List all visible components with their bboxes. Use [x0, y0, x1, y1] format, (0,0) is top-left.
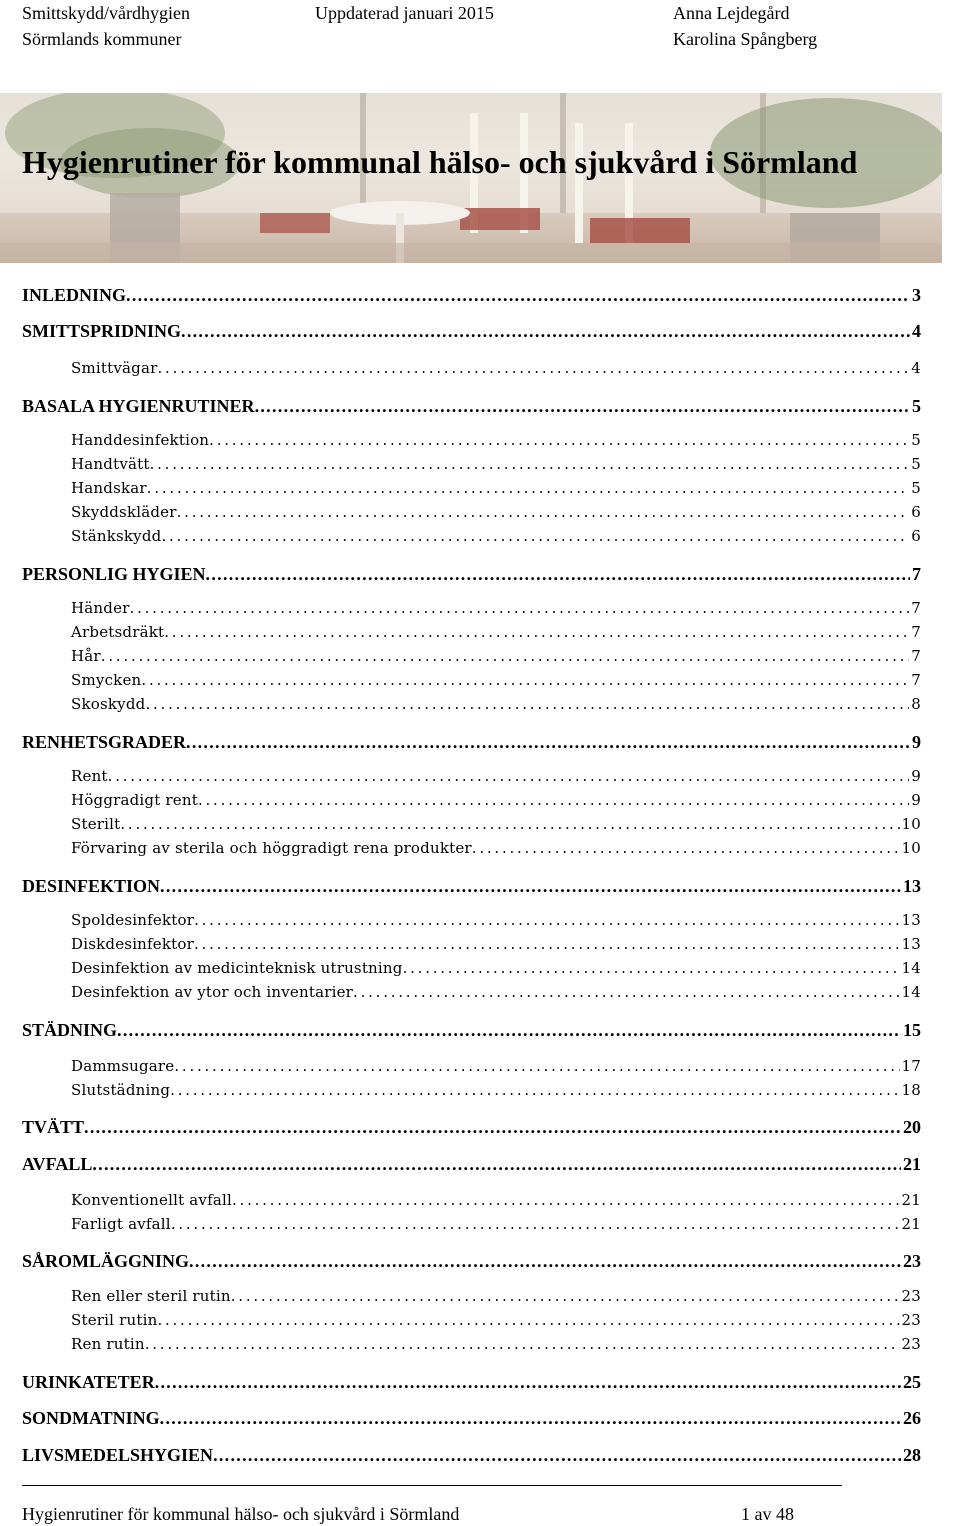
- toc-entry-page: 9: [911, 791, 921, 809]
- toc-section-entry[interactable]: [22, 320, 921, 342]
- toc-entry-page: 10: [901, 839, 921, 857]
- toc-dot-leader: [231, 1286, 900, 1306]
- toc-entry-title: AVFALL: [22, 1154, 93, 1174]
- toc-dot-leader: [171, 1214, 900, 1234]
- footer-divider: [22, 1485, 842, 1486]
- toc-entry-title: Skyddskläder: [71, 503, 177, 521]
- toc-entry-page: 21: [901, 1191, 921, 1209]
- toc-dot-leader: [209, 430, 909, 450]
- toc-entry-page: 5: [912, 396, 921, 416]
- toc-subsection-entry[interactable]: [71, 670, 921, 690]
- toc-entry-page: 14: [901, 959, 921, 977]
- toc-dot-leader: [186, 731, 910, 753]
- toc-entry-page: 5: [911, 455, 921, 473]
- document-title: Hygienrutiner för kommunal hälso- och sjukvård i Sörmland: [22, 144, 858, 180]
- toc-entry-title: Stänkskydd: [71, 527, 162, 545]
- toc-dot-leader: [170, 1080, 899, 1100]
- toc-section-entry[interactable]: [22, 1407, 921, 1429]
- toc-entry-title: Handskar: [71, 479, 147, 497]
- toc-entry-title: Spoldesinfektor: [71, 911, 195, 929]
- toc-dot-leader: [161, 526, 909, 546]
- toc-entry-page: 21: [903, 1154, 921, 1174]
- toc-dot-leader: [126, 284, 910, 306]
- toc-entry-title: Hår: [71, 647, 101, 665]
- toc-subsection-entry[interactable]: [71, 1190, 921, 1210]
- toc-dot-leader: [206, 563, 910, 585]
- toc-entry-page: 14: [901, 983, 921, 1001]
- toc-dot-leader: [147, 478, 909, 498]
- toc-dot-leader: [164, 622, 909, 642]
- toc-entry-title: SMITTSPRIDNING: [22, 321, 182, 341]
- toc-subsection-entry[interactable]: [71, 1214, 921, 1234]
- toc-dot-leader: [92, 1153, 901, 1175]
- toc-subsection-entry[interactable]: [71, 454, 921, 474]
- toc-dot-leader: [194, 934, 900, 954]
- toc-entry-title: Slutstädning: [71, 1081, 171, 1099]
- toc-entry-title: PERSONLIG HYGIEN: [22, 564, 206, 584]
- toc-entry-title: RENHETSGRADER: [22, 732, 187, 752]
- toc-subsection-entry[interactable]: [71, 1080, 921, 1100]
- toc-entry-page: 23: [903, 1251, 921, 1271]
- toc-section-entry[interactable]: [22, 1116, 921, 1138]
- toc-entry-title: Diskdesinfektor: [71, 935, 194, 953]
- toc-dot-leader: [157, 1310, 899, 1330]
- toc-section-entry[interactable]: [22, 1019, 921, 1041]
- toc-entry-page: 26: [903, 1408, 921, 1428]
- toc-entry-page: 23: [901, 1287, 921, 1305]
- toc-entry-title: Steril rutin: [71, 1311, 158, 1329]
- toc-dot-leader: [181, 320, 910, 342]
- toc-subsection-entry[interactable]: [71, 1310, 921, 1330]
- toc-subsection-entry[interactable]: [71, 358, 921, 378]
- toc-entry-title: Sterilt: [71, 815, 121, 833]
- toc-subsection-entry[interactable]: [71, 934, 921, 954]
- toc-section-entry[interactable]: [22, 284, 921, 306]
- toc-entry-page: 5: [911, 431, 921, 449]
- toc-entry-page: 17: [901, 1057, 921, 1075]
- toc-entry-page: 25: [903, 1372, 921, 1392]
- toc-entry-title: Handdesinfektion: [71, 431, 210, 449]
- toc-entry-page: 3: [912, 285, 921, 305]
- toc-entry-page: 20: [903, 1117, 921, 1137]
- toc-subsection-entry[interactable]: [71, 790, 921, 810]
- toc-subsection-entry[interactable]: [71, 982, 921, 1002]
- toc-dot-leader: [177, 502, 910, 522]
- toc-entry-page: 5: [911, 479, 921, 497]
- toc-dot-leader: [117, 1019, 901, 1041]
- toc-entry-page: 10: [901, 815, 921, 833]
- toc-subsection-entry[interactable]: [71, 838, 921, 858]
- toc-dot-leader: [213, 1444, 901, 1466]
- toc-dot-leader: [101, 646, 909, 666]
- toc-section-entry[interactable]: [22, 1371, 921, 1393]
- toc-subsection-entry[interactable]: [71, 430, 921, 450]
- toc-entry-page: 18: [901, 1081, 921, 1099]
- toc-subsection-entry[interactable]: [71, 622, 921, 642]
- toc-entry-title: Rent: [71, 767, 108, 785]
- toc-entry-title: LIVSMEDELSHYGIEN: [22, 1445, 214, 1465]
- toc-entry-page: 6: [911, 503, 921, 521]
- toc-entry-title: Farligt avfall: [71, 1215, 171, 1233]
- toc-dot-leader: [84, 1116, 901, 1138]
- toc-entry-title: DESINFEKTION: [22, 876, 161, 896]
- header-author-2: Karolina Spångberg: [673, 29, 818, 49]
- toc-entry-title: Konventionellt avfall: [71, 1191, 232, 1209]
- toc-dot-leader: [198, 790, 909, 810]
- toc-subsection-entry[interactable]: [71, 646, 921, 666]
- toc-entry-page: 9: [912, 732, 921, 752]
- toc-entry-page: 8: [911, 695, 921, 713]
- toc-entry-title: Ren eller steril rutin: [71, 1287, 231, 1305]
- toc-section-entry[interactable]: [22, 731, 921, 753]
- toc-entry-title: Händer: [71, 599, 130, 617]
- toc-entry-page: 7: [911, 623, 921, 641]
- toc-entry-title: URINKATETER: [22, 1372, 155, 1392]
- toc-subsection-entry[interactable]: [71, 1056, 921, 1076]
- toc-entry-title: STÄDNING: [22, 1020, 118, 1040]
- toc-dot-leader: [403, 958, 900, 978]
- toc-entry-page: 28: [903, 1445, 921, 1465]
- toc-entry-title: Desinfektion av ytor och inventarier: [71, 983, 354, 1001]
- toc-dot-leader: [145, 1334, 900, 1354]
- toc-entry-page: 7: [912, 564, 921, 584]
- footer-page-indicator: 1 av 48: [741, 1504, 794, 1524]
- toc-dot-leader: [120, 814, 899, 834]
- toc-entry-title: Skoskydd: [71, 695, 146, 713]
- toc-entry-title: SONDMATNING: [22, 1408, 160, 1428]
- toc-section-entry[interactable]: [22, 1153, 921, 1175]
- header-department: Smittskydd/vårdhygien: [22, 3, 190, 23]
- toc-section-entry[interactable]: [22, 1250, 921, 1272]
- toc-dot-leader: [189, 1250, 901, 1272]
- footer-document-title: Hygienrutiner för kommunal hälso- och sjukvård i Sörmland: [22, 1504, 460, 1524]
- toc-entry-page: 21: [901, 1215, 921, 1233]
- toc-entry-title: Förvaring av sterila och höggradigt rena produkter: [71, 839, 472, 857]
- toc-subsection-entry[interactable]: [71, 910, 921, 930]
- toc-dot-leader: [155, 1371, 901, 1393]
- toc-entry-page: 7: [911, 647, 921, 665]
- toc-entry-title: Handtvätt: [71, 455, 150, 473]
- toc-dot-leader: [232, 1190, 900, 1210]
- toc-dot-leader: [150, 454, 910, 474]
- toc-entry-title: Höggradigt rent: [71, 791, 198, 809]
- toc-entry-title: Smittvägar: [71, 359, 158, 377]
- cover-banner-image: [0, 93, 942, 263]
- header-organization: Sörmlands kommuner: [22, 29, 182, 49]
- toc-entry-page: 7: [911, 671, 921, 689]
- toc-subsection-entry[interactable]: [71, 1334, 921, 1354]
- toc-entry-page: 23: [901, 1311, 921, 1329]
- toc-subsection-entry[interactable]: [71, 814, 921, 834]
- toc-subsection-entry[interactable]: [71, 598, 921, 618]
- header-updated-date: Uppdaterad januari 2015: [315, 3, 494, 23]
- toc-dot-leader: [353, 982, 899, 1002]
- header-author-1: Anna Lejdegård: [673, 3, 790, 23]
- toc-dot-leader: [472, 838, 900, 858]
- toc-subsection-entry[interactable]: [71, 478, 921, 498]
- toc-section-entry[interactable]: [22, 563, 921, 585]
- toc-dot-leader: [130, 598, 910, 618]
- toc-dot-leader: [194, 910, 899, 930]
- toc-subsection-entry[interactable]: [71, 1286, 921, 1306]
- toc-entry-page: 4: [912, 321, 921, 341]
- toc-entry-page: 6: [911, 527, 921, 545]
- toc-entry-title: BASALA HYGIENRUTINER: [22, 396, 255, 416]
- toc-entry-page: 23: [901, 1335, 921, 1353]
- toc-subsection-entry[interactable]: [71, 766, 921, 786]
- toc-entry-title: INLEDNING: [22, 285, 127, 305]
- toc-entry-title: Arbetsdräkt: [71, 623, 165, 641]
- toc-dot-leader: [160, 1407, 901, 1429]
- toc-subsection-entry[interactable]: [71, 502, 921, 522]
- toc-dot-leader: [160, 875, 901, 897]
- toc-subsection-entry[interactable]: [71, 694, 921, 714]
- toc-entry-title: Smycken: [71, 671, 142, 689]
- toc-entry-page: 4: [911, 359, 921, 377]
- page-header: [22, 0, 942, 56]
- toc-entry-page: 13: [901, 935, 921, 953]
- toc-subsection-entry[interactable]: [71, 958, 921, 978]
- toc-entry-page: 7: [911, 599, 921, 617]
- toc-entry-title: SÅROMLÄGGNING: [22, 1251, 190, 1271]
- toc-dot-leader: [158, 358, 910, 378]
- toc-dot-leader: [108, 766, 910, 786]
- toc-entry-page: 13: [903, 876, 921, 896]
- toc-entry-page: 15: [903, 1020, 921, 1040]
- toc-entry-title: Ren rutin: [71, 1335, 145, 1353]
- toc-entry-page: 9: [911, 767, 921, 785]
- toc-dot-leader: [145, 694, 909, 714]
- toc-section-entry[interactable]: [22, 1444, 921, 1466]
- toc-dot-leader: [255, 395, 910, 417]
- toc-entry-title: TVÄTT: [22, 1117, 85, 1137]
- toc-section-entry[interactable]: [22, 395, 921, 417]
- toc-entry-page: 13: [901, 911, 921, 929]
- toc-dot-leader: [174, 1056, 899, 1076]
- toc-subsection-entry[interactable]: [71, 526, 921, 546]
- toc-entry-title: Dammsugare: [71, 1057, 175, 1075]
- toc-entry-title: Desinfektion av medicinteknisk utrustning: [71, 959, 403, 977]
- toc-dot-leader: [141, 670, 909, 690]
- toc-section-entry[interactable]: [22, 875, 921, 897]
